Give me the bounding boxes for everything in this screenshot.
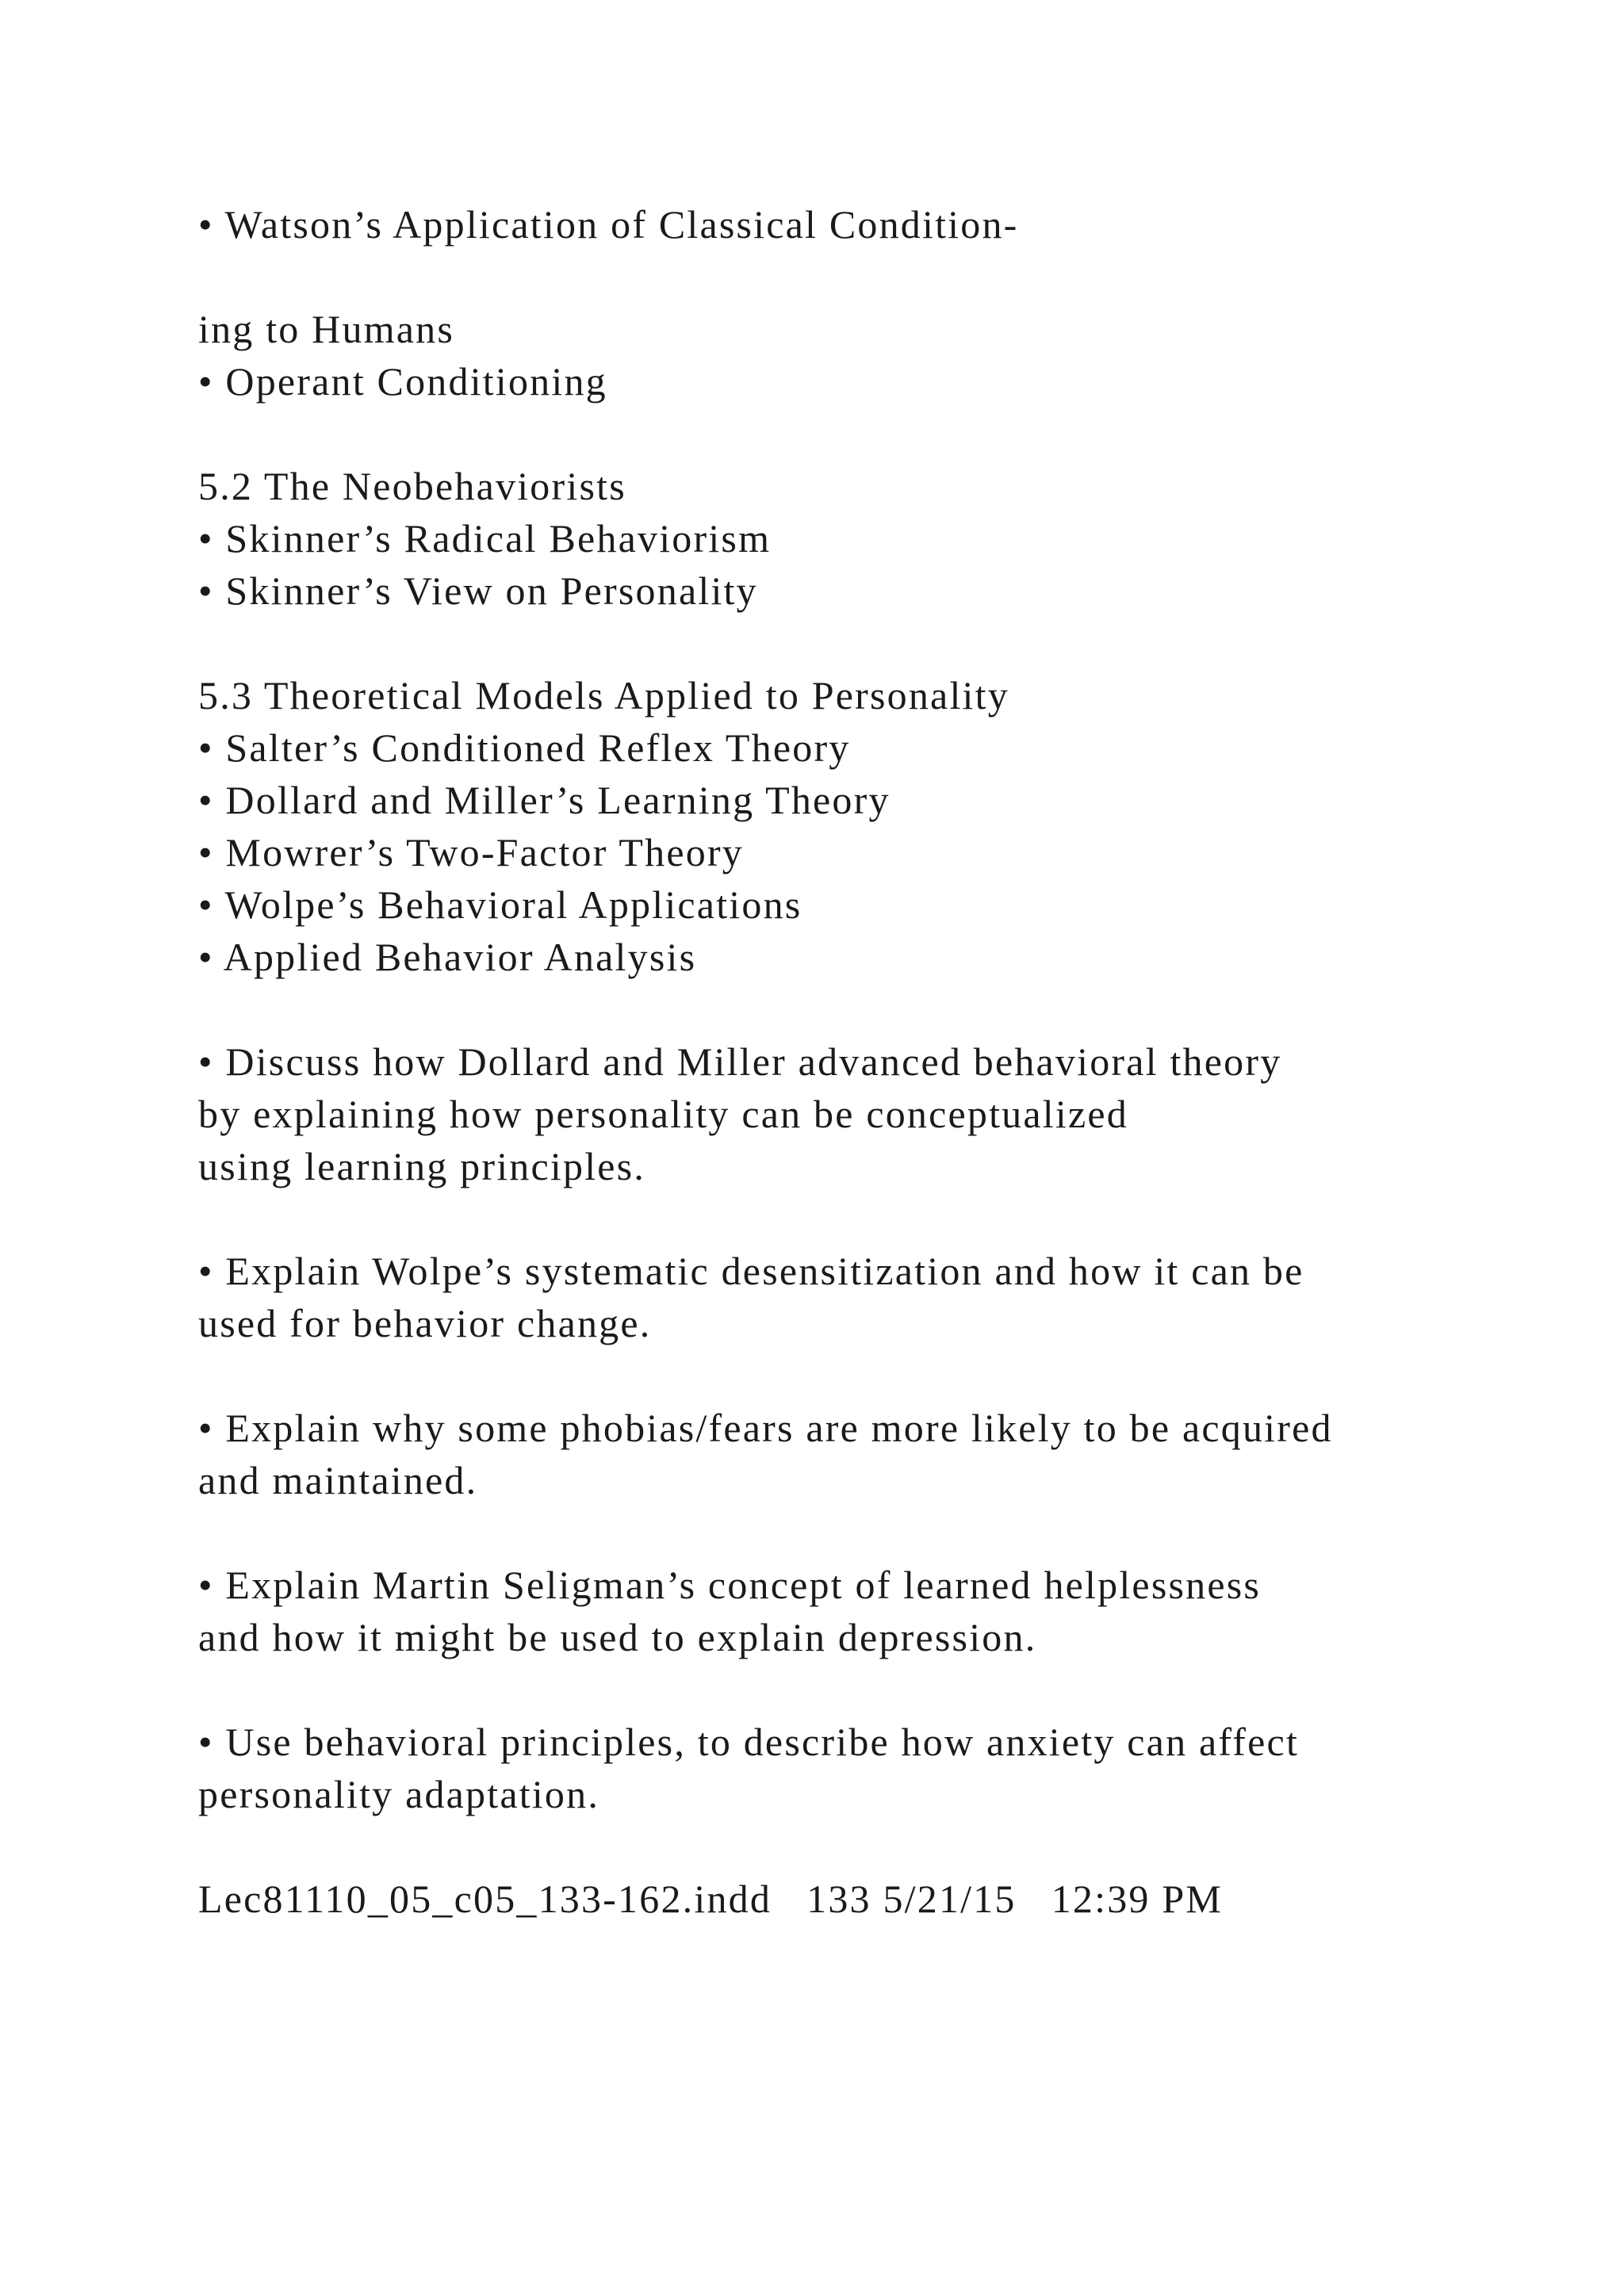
objective-discuss-line-2: by explaining how personality can be conceptualized bbox=[198, 1092, 1128, 1136]
objective-wolpe-line-2: used for behavior change. bbox=[198, 1301, 652, 1345]
objective-discuss-line-3: using learning principles. bbox=[198, 1144, 646, 1188]
bullet-salter: • Salter’s Conditioned Reflex Theory bbox=[198, 725, 851, 770]
bullet-skinner-radical: • Skinner’s Radical Behaviorism bbox=[198, 516, 772, 561]
bullet-mowrer: • Mowrer’s Two-Factor Theory bbox=[198, 830, 744, 874]
objective-phobias-line-2: and maintained. bbox=[198, 1458, 478, 1502]
text-ing-to-humans: ing to Humans bbox=[198, 307, 455, 351]
file-footer: Lec81110_05_c05_133-162.indd 133 5/21/15 12:39 PM bbox=[198, 1877, 1223, 1921]
bullet-applied-behavior: • Applied Behavior Analysis bbox=[198, 935, 697, 979]
objective-seligman-line-2: and how it might be used to explain depression. bbox=[198, 1615, 1037, 1659]
page-text bbox=[198, 0, 1594, 1921]
bullet-operant: • Operant Conditioning bbox=[198, 359, 607, 404]
objective-anxiety-line-2: personality adaptation. bbox=[198, 1772, 600, 1816]
objective-anxiety-line-1: • Use behavioral principles, to describe how anxiety can affect bbox=[198, 1720, 1300, 1764]
bullet-dollard-miller: • Dollard and Miller’s Learning Theory bbox=[198, 778, 891, 822]
bullet-watson: • Watson’s Application of Classical Condition- bbox=[198, 202, 1019, 247]
bullet-skinner-view: • Skinner’s View on Personality bbox=[198, 568, 758, 613]
objective-discuss-line-1: • Discuss how Dollard and Miller advanced behavioral theory bbox=[198, 1039, 1282, 1084]
objective-wolpe-line-1: • Explain Wolpe’s systematic desensitization and how it can be bbox=[198, 1249, 1304, 1293]
objective-phobias-line-1: • Explain why some phobias/fears are more likely to be acquired bbox=[198, 1406, 1333, 1450]
bullet-wolpe: • Wolpe’s Behavioral Applications bbox=[198, 882, 802, 927]
objective-seligman-line-1: • Explain Martin Seligman’s concept of learned helplessness bbox=[198, 1563, 1262, 1607]
section-heading-5-3: 5.3 Theoretical Models Applied to Personality bbox=[198, 673, 1009, 718]
section-heading-5-2: 5.2 The Neobehaviorists bbox=[198, 464, 626, 508]
